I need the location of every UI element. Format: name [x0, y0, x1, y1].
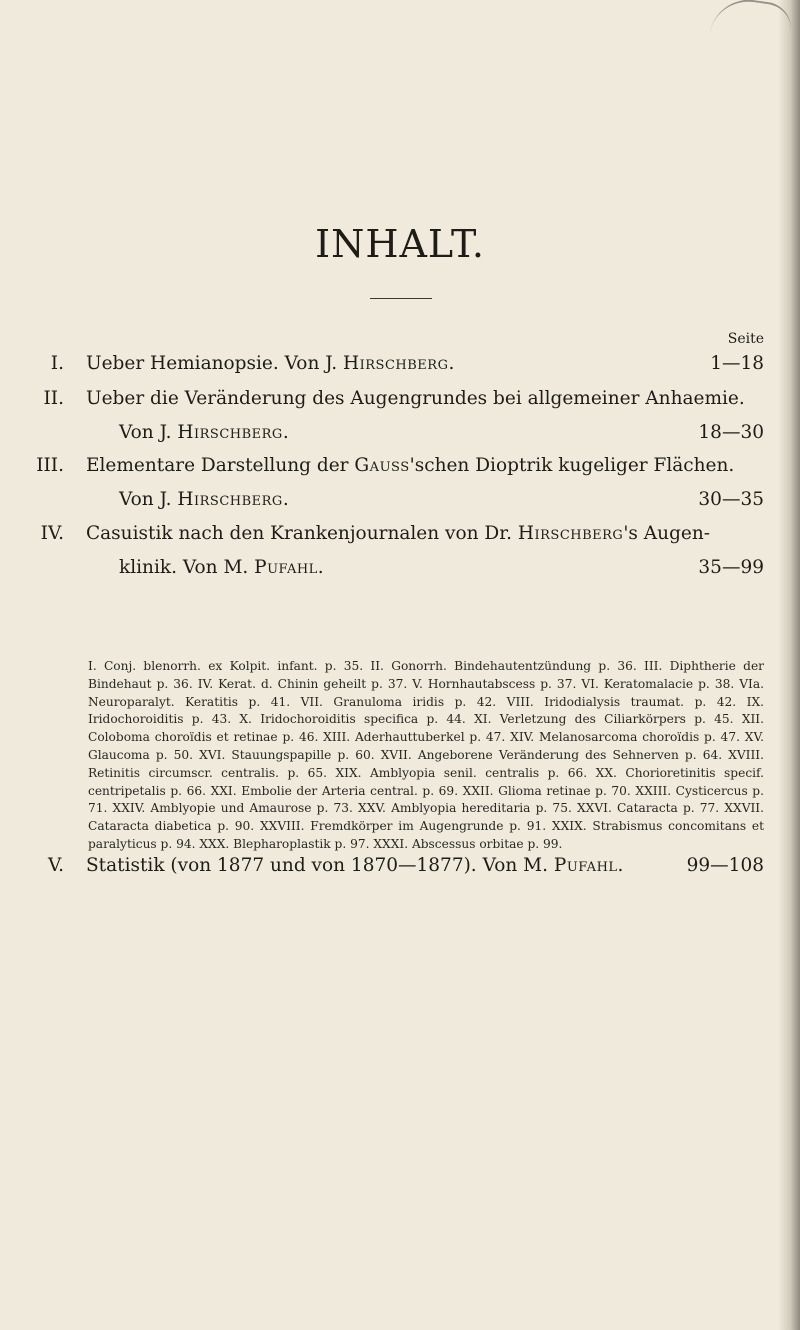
- entry-title: Ueber Hemianopsie. Von J. Hirschberg.: [86, 353, 455, 374]
- entry-title: Elementare Darstellung der Gauss'schen Dioptrik kugeliger Flächen.: [86, 455, 735, 476]
- entry-numeral: III.: [36, 455, 64, 476]
- entry-title-cont: Von J. Hirschberg.: [119, 489, 290, 510]
- entry-title: Ueber die Veränderung des Augengrundes bei allgemeiner Anhaemie.: [86, 388, 745, 409]
- entry-author: Hirschberg.: [177, 489, 290, 510]
- entry-author: Hirschberg.: [177, 422, 290, 443]
- page-title: INHALT.: [315, 222, 485, 266]
- entry-author: Hirschberg.: [343, 353, 455, 374]
- entry-pages: 35—99: [698, 557, 764, 578]
- entry-title-cont: klinik. Von M. Pufahl.: [119, 557, 325, 578]
- entry-pages: 99—108: [686, 855, 764, 876]
- entry-pages: 18—30: [698, 422, 764, 443]
- entry-pages: 1—18: [710, 353, 764, 374]
- entry-author: Pufahl.: [254, 557, 325, 578]
- entry-person-name: Hirschberg: [517, 523, 624, 544]
- entry-pages: 30—35: [698, 489, 764, 510]
- entry-title: Statistik (von 1877 und von 1870—1877). Von M. Pufahl.: [86, 855, 624, 876]
- casuistik-case-list: I. Conj. blenorrh. ex Kolpit. infant. p. 35. II. Gonorrh. Bindehautentzündung p. 36. III. Diphtherie der Bindehaut p. 36. IV. Kerat. d. Chinin geheilt p. 37. V. Hornhautabscess p. 37. VI. Keratomalacie p. 38. VIa. Neuroparalyt. Keratitis p. 41. VII. Granuloma iridis p. 42. VIII. Iridodialysis traumat. p. 42. IX. Iridochoroiditis p. 43. X. Iridochoroiditis specifica p. 44. XI. Verletzung des Ciliarkörpers p. 45. XII. Coloboma choroïdis et retinae p. 46. XIII. Aderhauttuberkel p. 47. XIV. Melanosarcoma choroïdis p. 47. XV. Glaucoma p. 50. XVI. Stauungspapille p. 60. XVII. Angeborene Veränderung des Sehnerven p. 64. XVIII. Retinitis circumscr. centralis. p. 65. XIX. Amblyopia senil. centralis p. 66. XX. Chorioretinitis specif. centripetalis p. 66. XXI. Embolie der Arteria central. p. 69. XXII. Glioma retinae p. 70. XXIII. Cysticercus p. 71. XXIV. Amblyopie und Amaurose p. 73. XXV. Amblyopia hereditaria p. 75. XXVI. Cataracta p. 77. XXVII. Cataracta diabetica p. 90. XXVIII. Fremdkörper im Augengrunde p. 91. XXIX. Strabismus concomitans et paralyticus p. 94. XXX. Blepharoplastik p. 97. XXXI. Abscessus orbitae p. 99.: [88, 659, 764, 851]
- entry-title: Casuistik nach den Krankenjournalen von Dr. Hirschberg's Augen-: [86, 523, 711, 544]
- entry-author: Pufahl.: [553, 855, 624, 876]
- entry-title-cont: Von J. Hirschberg.: [119, 422, 290, 443]
- entry-numeral: V.: [47, 855, 64, 876]
- entry-numeral: I.: [50, 353, 64, 374]
- title-rule: [370, 298, 432, 299]
- entry-numeral: IV.: [40, 523, 64, 544]
- entry-person-name: Gauss: [354, 455, 410, 476]
- page-edge-shadow: [778, 0, 800, 1330]
- entry-numeral: II.: [43, 388, 64, 409]
- page-column-label: Seite: [727, 331, 764, 347]
